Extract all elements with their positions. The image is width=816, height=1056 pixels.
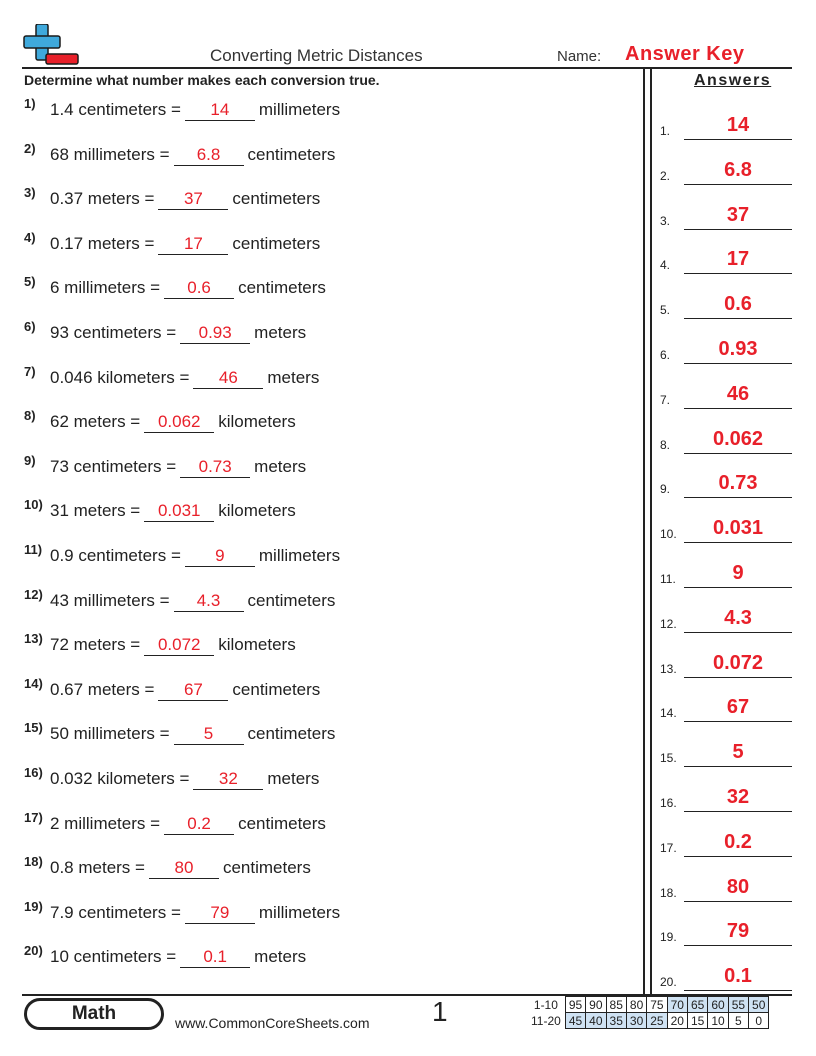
problem-left-text: 43 millimeters = — [50, 590, 170, 610]
answer-line[interactable] — [684, 721, 792, 722]
score-table — [528, 996, 769, 1029]
problem-unit: centimeters — [232, 189, 321, 209]
problem-left-text: 0.37 meters = — [50, 189, 155, 209]
problem-row — [24, 319, 307, 353]
problem-left-text: 93 centimeters = — [50, 323, 177, 342]
problem-number: 2) — [24, 140, 36, 156]
answer-line[interactable] — [684, 408, 792, 409]
column-divider — [643, 68, 645, 994]
answer-value: 79 — [726, 920, 750, 943]
score-cell: 15 — [687, 1013, 707, 1029]
answer-blank[interactable]: 37 — [158, 189, 228, 210]
answer-blank[interactable]: 32 — [193, 769, 263, 790]
score-cell: 30 — [626, 1013, 646, 1029]
problem-unit: millimeters — [258, 902, 341, 922]
problem-number: 4) — [24, 229, 36, 245]
problem-row — [24, 185, 321, 219]
problem-number: 9) — [24, 452, 36, 468]
answer-blank[interactable]: 79 — [185, 903, 255, 924]
answer-blank[interactable]: 0.73 — [180, 457, 250, 478]
answer-line[interactable] — [684, 677, 792, 678]
answer-blank[interactable]: 46 — [193, 368, 263, 389]
answer-number: 10. — [660, 527, 677, 542]
score-cell: 95 — [565, 997, 585, 1013]
answer-number: 13. — [660, 661, 677, 676]
answer-row — [660, 872, 792, 902]
instructions: Determine what number makes each conversion true. — [24, 72, 380, 88]
problem-unit: meters — [254, 323, 307, 342]
problem-number: 10) — [24, 497, 43, 513]
problem-left-text: 0.8 meters = — [50, 858, 145, 878]
answer-blank[interactable]: 6.8 — [174, 145, 244, 166]
answers-heading: Answers — [694, 72, 772, 89]
answer-row — [660, 334, 792, 364]
problem-unit: centimeters — [247, 144, 336, 164]
answer-line[interactable] — [684, 766, 792, 767]
answer-line[interactable] — [684, 139, 792, 140]
answer-blank[interactable]: 9 — [185, 546, 255, 567]
answer-number: 4. — [660, 258, 671, 273]
score-cell: 10 — [708, 1013, 728, 1029]
answer-blank[interactable]: 0.072 — [144, 635, 214, 656]
answer-row — [660, 289, 792, 319]
problem-row — [24, 631, 296, 665]
problem-number: 6) — [24, 319, 36, 334]
problem-row — [24, 898, 341, 933]
answer-blank[interactable]: 14 — [185, 100, 255, 121]
problem-left-text: 73 centimeters = — [50, 456, 177, 476]
answer-blank[interactable]: 4.3 — [174, 591, 244, 612]
answer-value: 0.2 — [724, 830, 752, 853]
answer-line[interactable] — [684, 542, 792, 543]
problem-left-text: 10 centimeters = — [50, 947, 177, 967]
problem-left-text: 0.046 kilometers = — [50, 367, 190, 387]
score-cell: 25 — [647, 1013, 667, 1029]
problem-left-text: 1.4 centimeters = — [50, 100, 181, 119]
problem-left-text: 72 meters = — [50, 635, 141, 655]
problem-unit: centimeters — [238, 278, 326, 298]
problem-row — [24, 675, 321, 710]
answer-row — [660, 244, 792, 274]
problem-number: 3) — [24, 185, 36, 201]
answer-blank[interactable]: 5 — [174, 724, 244, 745]
problem-left-text: 0.17 meters = — [50, 233, 155, 253]
answer-line[interactable] — [684, 945, 792, 946]
answer-key-label: Answer Key — [625, 43, 745, 65]
answer-value: 32 — [726, 786, 750, 808]
answer-number: 19. — [660, 930, 677, 945]
answer-number: 6. — [660, 348, 671, 362]
worksheet-title: Converting Metric Distances — [210, 46, 423, 65]
problem-unit: centimeters — [238, 813, 326, 833]
problem-unit: kilometers — [218, 635, 296, 655]
problem-row — [24, 765, 320, 799]
answer-blank[interactable]: 0.031 — [144, 501, 214, 522]
answer-blank[interactable]: 0.6 — [164, 278, 234, 299]
problem-left-text: 7.9 centimeters = — [50, 902, 181, 922]
answer-row — [660, 782, 792, 812]
score-cell: 5 — [728, 1013, 748, 1029]
answer-value: 0.031 — [712, 517, 764, 540]
problem-number: 8) — [24, 408, 36, 424]
problem-number: 19) — [24, 898, 43, 914]
answer-blank[interactable]: 80 — [149, 858, 219, 879]
answer-row — [660, 558, 792, 588]
problem-unit: centimeters — [232, 679, 321, 699]
answer-value: 0.072 — [712, 651, 764, 674]
problem-number: 5) — [24, 274, 36, 290]
answer-value: 37 — [726, 203, 750, 226]
problem-row — [24, 497, 296, 531]
answer-value: 17 — [726, 248, 750, 271]
score-cell: 45 — [565, 1013, 585, 1029]
score-cell: 55 — [728, 997, 748, 1013]
header-divider — [22, 67, 792, 69]
website-link[interactable]: www.CommonCoreSheets.com — [175, 1015, 370, 1031]
answer-blank[interactable]: 17 — [158, 234, 228, 255]
answer-row — [660, 155, 792, 185]
column-divider — [650, 68, 652, 994]
answer-line[interactable] — [684, 363, 792, 364]
problem-row — [24, 274, 326, 308]
problem-left-text: 0.032 kilometers = — [50, 769, 190, 788]
answer-row — [660, 200, 792, 230]
answer-row — [660, 961, 792, 991]
answer-line[interactable] — [684, 229, 792, 230]
answer-line[interactable] — [684, 901, 792, 902]
score-range-label: 1-10 — [533, 997, 558, 1012]
problem-number: 7) — [24, 363, 36, 379]
answer-number: 18. — [660, 885, 677, 900]
problem-row — [24, 854, 311, 888]
answer-line[interactable] — [684, 990, 792, 991]
answer-number: 5. — [660, 303, 671, 318]
answer-number: 2. — [660, 168, 671, 183]
problem-unit: centimeters — [247, 724, 336, 744]
answer-row — [660, 468, 792, 498]
score-cell: 40 — [586, 1013, 606, 1029]
page-number: 1 — [432, 996, 448, 1027]
score-row — [528, 997, 769, 1013]
answer-value: 14 — [726, 114, 750, 136]
problem-number: 20) — [24, 943, 43, 959]
answer-number: 3. — [660, 213, 671, 228]
answer-line[interactable] — [684, 453, 792, 454]
problem-unit: meters — [254, 456, 307, 476]
problem-unit: centimeters — [232, 233, 321, 253]
answer-number: 8. — [660, 437, 671, 452]
answer-number: 16. — [660, 796, 677, 810]
problem-unit: meters — [267, 769, 320, 788]
answer-row — [660, 737, 792, 767]
problem-unit: kilometers — [218, 412, 296, 432]
problem-left-text: 68 millimeters = — [50, 144, 170, 164]
problem-row — [24, 720, 336, 754]
problem-left-text: 0.67 meters = — [50, 679, 155, 699]
answer-blank[interactable]: 0.1 — [180, 947, 250, 968]
problem-number: 13) — [24, 631, 43, 647]
answer-line[interactable] — [684, 273, 792, 274]
answer-blank[interactable]: 67 — [158, 680, 228, 701]
answer-value: 80 — [726, 875, 750, 898]
subject-badge: Math — [24, 998, 164, 1030]
problem-number: 1) — [24, 96, 36, 111]
problem-row — [24, 140, 336, 175]
answer-line[interactable] — [684, 318, 792, 319]
problem-row — [24, 586, 336, 621]
problem-row — [24, 363, 320, 398]
answer-row — [660, 692, 792, 722]
answer-number: 14. — [660, 706, 677, 721]
score-cell: 50 — [749, 997, 769, 1013]
score-cell: 85 — [606, 997, 626, 1013]
answer-value: 67 — [726, 696, 750, 719]
answer-row — [660, 827, 792, 857]
answer-line[interactable] — [684, 497, 792, 498]
problem-number: 17) — [24, 809, 43, 825]
answer-row — [660, 916, 792, 946]
score-cell: 60 — [708, 997, 728, 1013]
answer-number: 7. — [660, 392, 671, 407]
problem-row — [24, 452, 307, 487]
problem-number: 16) — [24, 765, 43, 780]
score-cell: 0 — [749, 1013, 769, 1029]
problem-left-text: 62 meters = — [50, 412, 141, 432]
answer-value: 6.8 — [724, 158, 752, 181]
problem-row — [24, 96, 341, 130]
answer-row — [660, 110, 792, 140]
problem-number: 14) — [24, 675, 43, 691]
problem-row — [24, 809, 326, 844]
answer-value: 0.6 — [724, 293, 752, 316]
problem-row — [24, 408, 296, 442]
answer-value: 0.1 — [724, 965, 752, 988]
answer-line[interactable] — [684, 632, 792, 633]
answer-row — [660, 424, 792, 454]
problem-unit: centimeters — [247, 590, 336, 610]
problem-number: 15) — [24, 720, 43, 736]
answer-value: 0.062 — [712, 427, 764, 450]
answer-value: 0.93 — [718, 338, 758, 360]
answer-blank[interactable]: 0.93 — [180, 323, 250, 344]
problem-number: 12) — [24, 586, 43, 602]
score-cell: 75 — [647, 997, 667, 1013]
answer-line[interactable] — [684, 811, 792, 812]
answer-value: 0.73 — [718, 472, 758, 495]
answer-number: 17. — [660, 840, 677, 855]
problem-left-text: 2 millimeters = — [50, 813, 161, 833]
problem-number: 18) — [24, 854, 43, 870]
answer-value: 46 — [726, 382, 750, 405]
score-row — [528, 1013, 769, 1029]
problem-unit: meters — [267, 367, 320, 387]
problem-unit: meters — [254, 947, 307, 967]
problem-unit: centimeters — [222, 858, 311, 878]
problem-row — [24, 943, 307, 977]
score-cell: 70 — [667, 997, 687, 1013]
answer-value: 9 — [732, 562, 744, 584]
problem-unit: millimeters — [258, 100, 341, 119]
problem-left-text: 31 meters = — [50, 501, 141, 521]
problem-unit: kilometers — [218, 501, 296, 521]
problem-number: 11) — [24, 542, 43, 557]
answer-number: 12. — [660, 616, 677, 631]
problem-row — [24, 229, 321, 264]
problem-left-text: 6 millimeters = — [50, 278, 161, 298]
problem-left-text: 50 millimeters = — [50, 724, 170, 744]
score-cell: 65 — [687, 997, 707, 1013]
answer-row — [660, 648, 792, 678]
problem-left-text: 0.9 centimeters = — [50, 546, 181, 565]
answer-line[interactable] — [684, 856, 792, 857]
answer-number: 15. — [660, 751, 677, 766]
answer-value: 4.3 — [724, 606, 752, 629]
plus-minus-logo-icon — [22, 24, 80, 68]
answer-row — [660, 513, 792, 543]
problem-row — [24, 542, 341, 576]
answer-number: 20. — [660, 975, 677, 990]
answer-blank[interactable]: 0.2 — [164, 814, 234, 835]
answer-number: 11. — [660, 572, 676, 586]
answer-number: 1. — [660, 124, 671, 138]
score-range-label: 11-20 — [531, 1013, 561, 1028]
answer-row — [660, 603, 792, 633]
answer-line[interactable] — [684, 184, 792, 185]
answer-row — [660, 379, 792, 409]
answer-line[interactable] — [684, 587, 792, 588]
score-cell: 80 — [626, 997, 646, 1013]
answer-value: 5 — [732, 741, 744, 764]
problem-unit: millimeters — [258, 546, 341, 565]
score-cell: 90 — [586, 997, 606, 1013]
answer-number: 9. — [660, 482, 671, 497]
answer-blank[interactable]: 0.062 — [144, 412, 214, 433]
name-label: Name: — [557, 48, 602, 65]
score-cell: 20 — [667, 1013, 687, 1029]
score-cell: 35 — [606, 1013, 626, 1029]
